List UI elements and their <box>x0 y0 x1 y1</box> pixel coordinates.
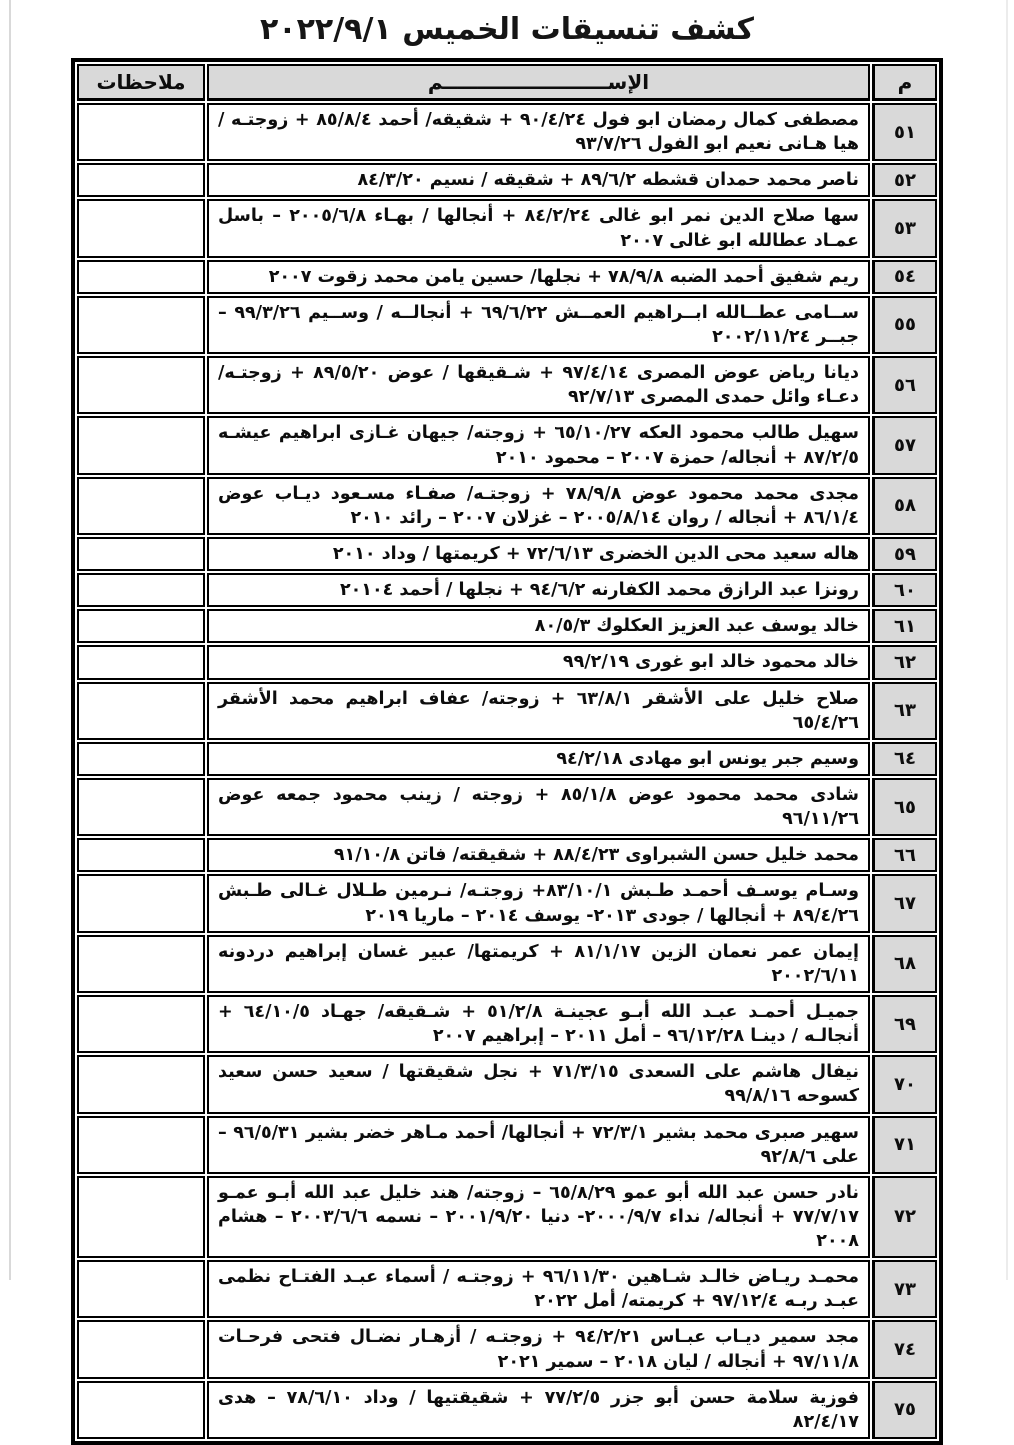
row-number-cell: ٦٠ <box>872 573 937 607</box>
row-name-cell: نيفال هاشم على السعدى ٧١/٣/١٥ + نجل شقيقتها / سعيد حسن سعيد كسوحه ٩٩/٨/١٦ <box>207 1055 870 1113</box>
row-number-cell: ٥٧ <box>872 416 937 474</box>
row-notes-cell <box>77 573 205 607</box>
row-name-cell: جميـل أحمـد عبـد الله أبـو عجينـة ٥١/٢/٨ + شـقيقه/ جهـاد ٦٤/١٠/٥ + أنجالـه / دينـا ٩٦/١٢/٢٨ – أمل ٢٠١١ – إبراهيم ٢٠٠٧ <box>207 995 870 1053</box>
row-name-cell: وسـام يوسـف أحمـد طـبش ٨٣/١٠/١+ زوجتـه/ نـرمين طـلال غـالى طـبش ٨٩/٤/٢٦ + أنجالها / جودى ٢٠١٣- يوسف ٢٠١٤ – ماريا ٢٠١٩ <box>207 874 870 932</box>
row-notes-cell <box>77 778 205 836</box>
row-number-cell: ٧٥ <box>872 1381 937 1439</box>
row-notes-cell <box>77 296 205 354</box>
table-row <box>77 682 937 740</box>
row-notes-cell <box>77 477 205 535</box>
row-name-cell: فوزية سلامة حسن أبو جزر ٧٧/٢/٥ + شقيقتيها / وداد ٧٨/٦/١٠ – هدى ٨٢/٤/١٧ <box>207 1381 870 1439</box>
row-notes-cell <box>77 1176 205 1258</box>
row-notes-cell <box>77 260 205 294</box>
table-row <box>77 103 937 161</box>
photo-edge-left <box>9 0 11 1280</box>
row-number-cell: ٦١ <box>872 609 937 643</box>
table-row <box>77 778 937 836</box>
table-row <box>77 260 937 294</box>
header-notes-column: ملاحظات <box>77 64 205 101</box>
row-notes-cell <box>77 356 205 414</box>
row-name-cell: شادى محمد محمود عوض ٨٥/١/٨ + زوجته / زينب محمود جمعه عوض ٩٦/١١/٢٦ <box>207 778 870 836</box>
row-notes-cell <box>77 645 205 679</box>
row-notes-cell <box>77 874 205 932</box>
row-name-cell: هاله سعيد محى الدين الخضرى ٧٢/٦/١٣ + كريمتها / وداد ٢٠١٠ <box>207 537 870 571</box>
table-row <box>77 609 937 643</box>
row-name-cell: رونزا عبد الرازق محمد الكفارنه ٩٤/٦/٢ + نجلها / أحمد ٢٠١٠٤ <box>207 573 870 607</box>
row-notes-cell <box>77 163 205 197</box>
row-number-cell: ٧٤ <box>872 1320 937 1378</box>
row-notes-cell <box>77 416 205 474</box>
row-number-cell: ٧٣ <box>872 1260 937 1318</box>
photo-edge-right <box>1006 0 1008 1280</box>
table-row <box>77 874 937 932</box>
row-name-cell: صلاح خليل على الأشقر ٦٣/٨/١ + زوجته/ عفاف ابراهيم محمد الأشقر ٦٥/٤/٢٦ <box>207 682 870 740</box>
row-name-cell: سها صلاح الدين نمر ابو غالى ٨٤/٢/٢٤ + أنجالها / بهـاء ٢٠٠٥/٦/٨ – باسل عمـاد عطالله ابو غالى ٢٠٠٧ <box>207 199 870 257</box>
row-number-cell: ٧٠ <box>872 1055 937 1113</box>
row-notes-cell <box>77 935 205 993</box>
row-number-cell: ٦٨ <box>872 935 937 993</box>
table-row <box>77 537 937 571</box>
row-number-cell: ٦٦ <box>872 838 937 872</box>
table-row <box>77 1116 937 1174</box>
row-notes-cell <box>77 1260 205 1318</box>
row-number-cell: ٦٥ <box>872 778 937 836</box>
header-row <box>77 64 937 101</box>
row-name-cell: خالد محمود خالد ابو غورى ٩٩/٢/١٩ <box>207 645 870 679</box>
row-name-cell: ديانا رياض عوض المصرى ٩٧/٤/١٤ + شـقيقها / عوض ٨٩/٥/٢٠ + زوجتـه/ دعـاء وائل حمدى المصرى ٩٢/٧/١٣ <box>207 356 870 414</box>
row-number-cell: ٥٨ <box>872 477 937 535</box>
table-row <box>77 199 937 257</box>
table-row <box>77 1381 937 1439</box>
row-name-cell: محمـد ريـاض خالـد شـاهين ٩٦/١١/٣٠ + زوجتـه / أسماء عبـد الفتـاح نظمى عبـد ربـه ٩٧/١٢/٤ + كريمته/ أمل ٢٠٢٢ <box>207 1260 870 1318</box>
header-number-column: م <box>872 64 937 101</box>
table-row <box>77 573 937 607</box>
row-name-cell: محمد خليل حسن الشبراوى ٨٨/٤/٢٣ + شقيقته/ فاتن ٩١/١٠/٨ <box>207 838 870 872</box>
table-row <box>77 1176 937 1258</box>
table-row <box>77 163 937 197</box>
table-row <box>77 1260 937 1318</box>
row-number-cell: ٦٣ <box>872 682 937 740</box>
row-notes-cell <box>77 537 205 571</box>
table-row <box>77 995 937 1053</box>
row-number-cell: ٦٤ <box>872 742 937 776</box>
row-notes-cell <box>77 838 205 872</box>
row-number-cell: ٥١ <box>872 103 937 161</box>
page-title: كشف تنسيقات الخميس ٢٠٢٢/٩/١ <box>259 12 755 47</box>
header-name-column: الإســــــــــــــــــــــــم <box>207 64 870 101</box>
row-notes-cell <box>77 199 205 257</box>
row-name-cell: ســامى عطــالله ابــراهيم العمــش ٦٩/٦/٢٢ + أنجالــه / وســيم ٩٩/٣/٢٦ – جبــر ٢٠٠٢/١١/٢٤ <box>207 296 870 354</box>
table-row <box>77 838 937 872</box>
row-name-cell: ناصر محمد حمدان قشطه ٨٩/٦/٢ + شقيقه / نسيم ٨٤/٣/٢٠ <box>207 163 870 197</box>
row-name-cell: مجد سمير ديـاب عبـاس ٩٤/٢/٢١ + زوجتـه / أزهـار نضـال فتحى فرحـات ٩٧/١١/٨ + أنجاله / ليان ٢٠١٨ – سمير ٢٠٢١ <box>207 1320 870 1378</box>
row-number-cell: ٧٢ <box>872 1176 937 1258</box>
row-notes-cell <box>77 742 205 776</box>
row-notes-cell <box>77 1116 205 1174</box>
row-name-cell: خالد يوسف عبد العزيز العكلوك ٨٠/٥/٣ <box>207 609 870 643</box>
row-notes-cell <box>77 682 205 740</box>
table-row <box>77 1055 937 1113</box>
row-name-cell: مصطفى كمال رمضان ابو فول ٩٠/٤/٢٤ + شقيقه/ أحمد ٨٥/٨/٤ + زوجتـه / هيا هـانى نعيم ابو الفول ٩٣/٧/٢٦ <box>207 103 870 161</box>
row-number-cell: ٦٩ <box>872 995 937 1053</box>
table-row <box>77 645 937 679</box>
row-notes-cell <box>77 1381 205 1439</box>
row-number-cell: ٦٢ <box>872 645 937 679</box>
table-row <box>77 1320 937 1378</box>
row-number-cell: ٥٩ <box>872 537 937 571</box>
row-number-cell: ٦٧ <box>872 874 937 932</box>
table-row <box>77 356 937 414</box>
row-name-cell: نادر حسن عبد الله أبو عمو ٦٥/٨/٢٩ – زوجته/ هند خليل عبد الله أبـو عمـو ٧٧/٧/١٧ + أنجاله/ نداء ٢٠٠٠/٩/٧- دنيا ٢٠٠١/٩/٢٠ – نسمه ٢٠٠٣/٦/٦ – هشام ٢٠٠٨ <box>207 1176 870 1258</box>
row-number-cell: ٥٥ <box>872 296 937 354</box>
row-notes-cell <box>77 103 205 161</box>
row-name-cell: وسيم جبر يونس ابو مهادى ٩٤/٢/١٨ <box>207 742 870 776</box>
row-number-cell: ٧١ <box>872 1116 937 1174</box>
table-body <box>77 103 937 1439</box>
coordination-table <box>71 58 943 1445</box>
row-notes-cell <box>77 609 205 643</box>
row-name-cell: إيمان عمر نعمان الزين ٨١/١/١٧ + كريمتها/ عبير غسان إبراهيم دردونه ٢٠٠٢/٦/١١ <box>207 935 870 993</box>
row-notes-cell <box>77 1320 205 1378</box>
row-number-cell: ٥٦ <box>872 356 937 414</box>
table-row <box>77 416 937 474</box>
row-notes-cell <box>77 1055 205 1113</box>
table-row <box>77 935 937 993</box>
row-number-cell: ٥٤ <box>872 260 937 294</box>
row-name-cell: ريم شفيق أحمد الضبه ٧٨/٩/٨ + نجلها/ حسين يامن محمد زقوت ٢٠٠٧ <box>207 260 870 294</box>
row-notes-cell <box>77 995 205 1053</box>
row-number-cell: ٥٢ <box>872 163 937 197</box>
table-row <box>77 477 937 535</box>
row-name-cell: سهير صبرى محمد بشير ٧٢/٣/١ + أنجالها/ أحمد مـاهر خضر بشير ٩٦/٥/٣١ – على ٩٢/٨/٦ <box>207 1116 870 1174</box>
row-name-cell: مجدى محمد محمود عوض ٧٨/٩/٨ + زوجتـه/ صفـاء مسـعود ديـاب عوض ٨٦/١/٤ + أنجاله / روان ٢٠٠٥/٨/١٤ – غزلان ٢٠٠٧ – رائد ٢٠١٠ <box>207 477 870 535</box>
table-row <box>77 742 937 776</box>
row-number-cell: ٥٣ <box>872 199 937 257</box>
row-name-cell: سهيل طالب محمود العكه ٦٥/١٠/٢٧ + زوجته/ جيهان غـازى ابراهيم عيشـه ٨٧/٢/٥ + أنجاله/ حمزة ٢٠٠٧ – محمود ٢٠١٠ <box>207 416 870 474</box>
table-row <box>77 296 937 354</box>
